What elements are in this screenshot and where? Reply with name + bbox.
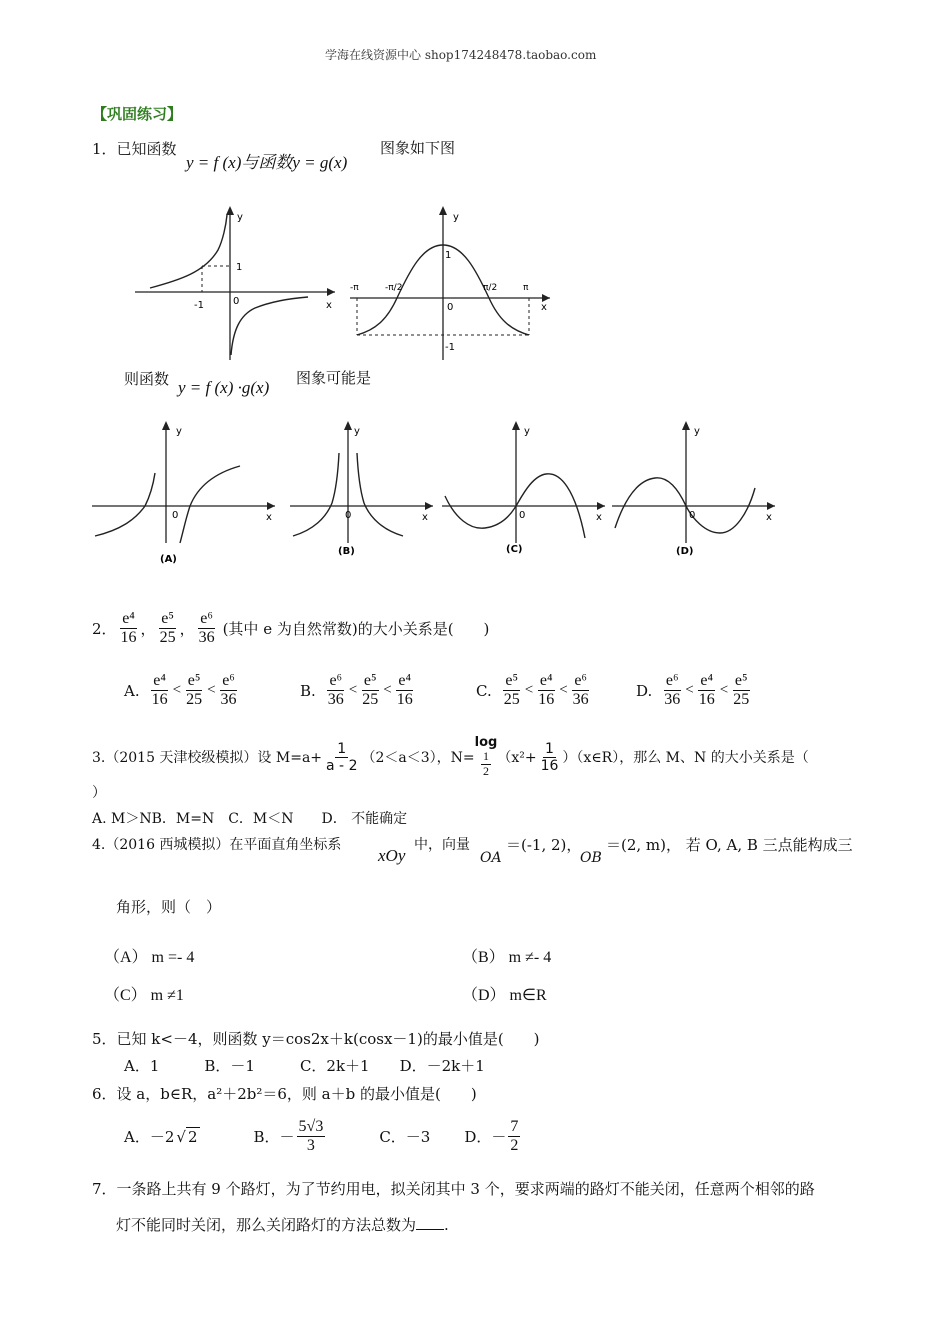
q3-close: ） xyxy=(92,785,106,801)
option-d-label-y: y xyxy=(694,426,700,437)
graph-f-label-origin: 0 xyxy=(233,296,240,307)
q3-part2: （2＜a＜3），N= xyxy=(361,750,475,767)
q1-number: 1． xyxy=(92,140,117,158)
q4-vec-ob: OB xyxy=(580,850,602,866)
q2-option-d-label: D. xyxy=(636,681,653,700)
q2-option-a: A. $\frac{\text{e⁴}}{16}$ < $\frac{\text{e⁵}}{25}$ < $\frac{\text{e⁶}}{36}$ xyxy=(124,672,237,709)
q1-lead: 已知函数 xyxy=(116,140,177,158)
q4-option-a: （A） m =- 4 xyxy=(104,949,195,966)
graph-f-label-minus1: -1 xyxy=(194,300,204,311)
q7-end: . xyxy=(444,1216,449,1234)
q4-option-b: （B） m ≠- 4 xyxy=(462,949,552,966)
q5-options: A．1 B．－1 C．2k＋1 D．－2k＋1 xyxy=(124,1057,485,1075)
section-title: 【巩固练习】 xyxy=(92,105,183,123)
q7-line2-text: 灯不能同时关闭，那么关闭路灯的方法总数为 xyxy=(116,1216,417,1234)
page-header: 学海在线资源中心 shop174248478.taobao.com xyxy=(325,48,597,62)
option-a-tag: (A) xyxy=(160,554,177,565)
option-b-label-y: y xyxy=(354,426,360,437)
q4-part2: 中，向量 xyxy=(414,837,470,853)
q1-expr1: y = f (x)与函数y = g(x) xyxy=(186,153,348,172)
option-c-tag: (C) xyxy=(506,544,523,555)
q2-frac-1: $\frac{\text{e⁴}}{16}$ xyxy=(120,610,137,647)
option-b-tag: (B) xyxy=(338,546,355,557)
q7-line1: 7．一条路上共有 9 个路灯，为了节约用电，拟关闭其中 3 个，要求两端的路灯不能关闭，任意两个相邻的路 xyxy=(92,1180,815,1198)
q4-vec-oa: OA xyxy=(480,850,502,866)
option-c-label-y: y xyxy=(524,426,530,437)
q5-stem: 5．已知 k<－4，则函数 y＝cos2x＋k(cosx－1)的最小值是( ) xyxy=(92,1030,540,1048)
q4-option-d: （D） m∈R xyxy=(462,987,547,1004)
q4-part3: ＝(-1, 2)， xyxy=(506,836,582,854)
q2-frac-2: $\frac{\text{e⁵}}{25}$ xyxy=(159,610,176,647)
q4-part5: 角形，则（ ） xyxy=(116,898,222,916)
q1-then: 则函数 xyxy=(124,370,170,388)
q1-expr2: y = f (x) ·g(x) xyxy=(178,378,270,397)
q1-line1 xyxy=(92,138,177,159)
q2-stem-line xyxy=(92,610,489,648)
q2-option-b-label: B. xyxy=(300,681,316,700)
option-a-label-origin: 0 xyxy=(172,510,179,521)
q3-part3: （x²+ xyxy=(497,750,537,767)
q2-option-a-label: A. xyxy=(124,681,140,700)
q2-comma-2: ， xyxy=(179,620,195,639)
q1-tail2: 图象可能是 xyxy=(296,369,372,387)
graph-g-label-minus-pi-half: -π/2 xyxy=(385,283,403,293)
option-c-label-origin: 0 xyxy=(519,510,526,521)
q3-frac-m: $\frac{1}{a - 2}$ xyxy=(326,740,358,774)
graph-f-label-1: 1 xyxy=(236,262,243,273)
q2-stem: (其中 e 为自然常数)的大小关系是( ) xyxy=(222,620,490,639)
graph-g-label-pi: π xyxy=(523,283,529,293)
option-d-label-x: x xyxy=(766,512,772,523)
graph-f xyxy=(130,200,340,365)
q3-frac-16: $\frac{1}{16}$ xyxy=(540,740,559,774)
q2-frac-3: $\frac{\text{e⁶}}{36}$ xyxy=(198,610,215,647)
graph-g xyxy=(345,200,560,365)
option-graph-a xyxy=(90,418,280,568)
q6-option-b-frac: $\frac{5√3}{3}$ xyxy=(298,1118,324,1155)
q6-option-c: C．－3 xyxy=(379,1128,431,1147)
q3-line1 xyxy=(92,736,809,779)
option-graph-c xyxy=(440,418,610,568)
q6-options xyxy=(124,1118,522,1156)
q7-line2 xyxy=(116,1214,449,1235)
q6-option-a-radical: √ 2 xyxy=(176,1127,198,1146)
graph-g-label-origin: 0 xyxy=(447,302,454,313)
q4-xoy: xOy xyxy=(378,846,406,865)
graph-g-label-y: y xyxy=(453,212,459,223)
graph-g-label-1: 1 xyxy=(445,250,452,261)
option-b-label-x: x xyxy=(422,512,428,523)
q7-answer-blank xyxy=(416,1229,444,1230)
q4-part1: 4.（2016 西城模拟）在平面直角坐标系 xyxy=(92,837,342,853)
q1-tail: 图象如下图 xyxy=(380,139,456,157)
option-c-label-x: x xyxy=(596,512,602,523)
option-b-label-origin: 0 xyxy=(345,510,352,521)
graph-f-label-x: x xyxy=(326,300,332,311)
option-a-label-x: x xyxy=(266,512,272,523)
q2-option-c-label: C. xyxy=(476,681,492,700)
q4-part4: ＝(2, m)， 若 O, A, B 三点能构成三 xyxy=(606,836,853,854)
q2-option-b: B. $\frac{\text{e⁶}}{36}$ < $\frac{\text{e⁵}}{25}$ < $\frac{\text{e⁴}}{16}$ xyxy=(300,672,413,709)
q3-options: A. M＞NB．M=N C．M＜N D． 不能确定 xyxy=(92,811,408,827)
graph-g-label-minus-pi: -π xyxy=(350,283,359,293)
q3-part4: ）（x∈R），那么 M、N 的大小关系是（ xyxy=(562,750,809,767)
q3-part1: 3.（2015 天津校级模拟）设 M=a+ xyxy=(92,750,323,767)
graph-g-label-x: x xyxy=(541,302,547,313)
option-graph-b xyxy=(288,418,438,568)
q6-option-b: B．－ xyxy=(253,1128,295,1147)
q3-log: log $\frac{1}{2}$ xyxy=(474,735,498,779)
q2-option-c: C. $\frac{\text{e⁵}}{25}$ < $\frac{\text{e⁴}}{16}$ < $\frac{\text{e⁶}}{36}$ xyxy=(476,672,589,709)
q6-option-a: A．－2 xyxy=(124,1128,175,1147)
q6-option-d: D．－ xyxy=(464,1128,507,1147)
graph-g-label-minus1: -1 xyxy=(445,342,455,353)
graph-f-label-y: y xyxy=(237,212,243,223)
option-graph-d xyxy=(610,418,780,568)
option-d-label-origin: 0 xyxy=(689,510,696,521)
q2-option-d: D. $\frac{\text{e⁶}}{36}$ < $\frac{\text{e⁴}}{16}$ < $\frac{\text{e⁵}}{25}$ xyxy=(636,672,750,709)
q6-option-d-frac: $\frac{7}{2}$ xyxy=(510,1118,519,1155)
option-d-tag: (D) xyxy=(676,546,694,557)
q2-comma-1: ， xyxy=(140,620,156,639)
q4-option-c: （C） m ≠1 xyxy=(104,987,184,1004)
graph-g-label-pi-half: π/2 xyxy=(483,283,498,293)
option-a-label-y: y xyxy=(176,426,182,437)
q2-number: 2． xyxy=(92,620,117,639)
q6-stem: 6．设 a，b∈R，a²＋2b²＝6，则 a＋b 的最小值是( ) xyxy=(92,1085,477,1103)
